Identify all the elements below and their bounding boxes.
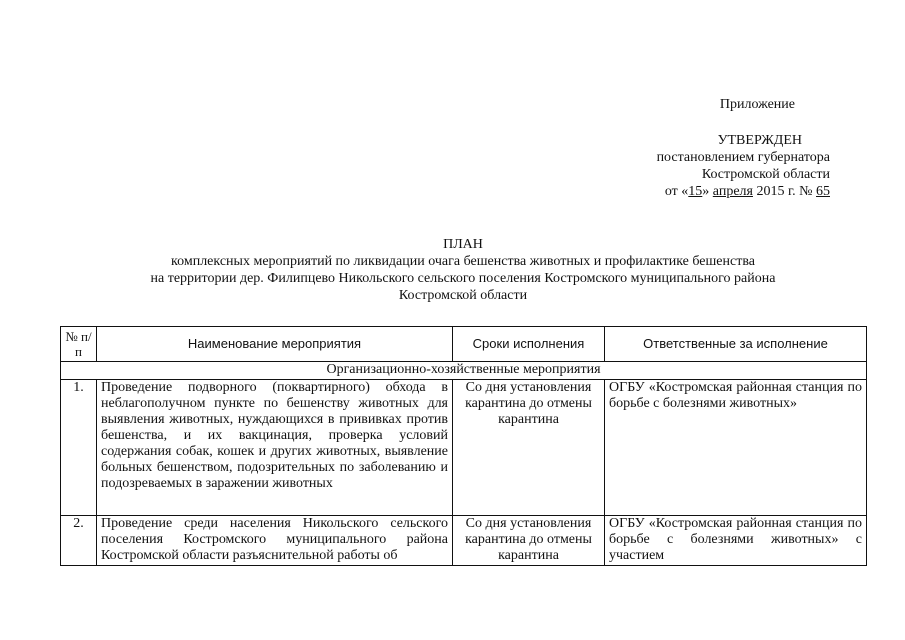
plan-heading <box>60 236 866 304</box>
date-mid: » <box>702 184 713 199</box>
approval-block <box>560 96 890 200</box>
table-header-row <box>61 327 867 362</box>
row-num: 2. <box>61 516 97 566</box>
row-term: Со дня установления карантина до отмены карантина <box>453 516 605 566</box>
decree-number: 65 <box>816 184 830 199</box>
appendix-label: Приложение <box>719 97 795 112</box>
date-year: 2015 г. № <box>752 184 816 199</box>
approved-by-line: постановлением губернатора <box>656 150 830 165</box>
plan-subtitle-3: Костромской области <box>398 288 528 303</box>
header-num: № п/п <box>61 327 97 362</box>
section-row <box>61 362 867 380</box>
row-num: 1. <box>61 380 97 516</box>
row-responsible: ОГБУ «Костромская районная станция по борьбе с болезнями животных» с участием <box>605 516 867 566</box>
row-name: Проведение подворного (поквартирного) обхода в неблагополучном пункте по бешенству животных для выявления животных, нуждающихся в прививках против бешенства, и их вакцинация, проверка условий содержания собак, кошек и других животных, выявление больных бешенством, подозрительных по заболеванию и подозреваемых в заражении животных <box>97 380 453 516</box>
row-term: Со дня установления карантина до отмены карантина <box>453 380 605 516</box>
row-name: Проведение среди населения Никольского сельского поселения Костромского муниципального района Костромской области разъяснительной работы об <box>97 516 453 566</box>
plan-subtitle-2: на территории дер. Филипцево Никольского сельского поселения Костромского муниципального района <box>150 271 776 286</box>
header-name: Наименование мероприятия <box>97 327 453 362</box>
table-row <box>61 516 867 566</box>
date-month: апреля <box>712 184 753 199</box>
plan-table <box>60 326 867 566</box>
plan-subtitle-1: комплексных мероприятий по ликвидации очага бешенства животных и профилактике бешенства <box>171 254 755 269</box>
table-row <box>61 380 867 516</box>
region-line: Костромской области <box>701 167 830 182</box>
date-day: 15 <box>688 184 703 199</box>
date-prefix: от « <box>664 184 689 199</box>
row-responsible: ОГБУ «Костромская районная станция по борьбе с болезнями животных» <box>605 380 867 516</box>
plan-title: ПЛАН <box>443 237 483 252</box>
section-title: Организационно-хозяйственные мероприятия <box>61 362 867 380</box>
approved-label: УТВЕРЖДЕН <box>717 133 802 148</box>
header-responsible: Ответственные за исполнение <box>605 327 867 362</box>
decree-date-line <box>560 183 830 200</box>
header-term: Сроки исполнения <box>453 327 605 362</box>
